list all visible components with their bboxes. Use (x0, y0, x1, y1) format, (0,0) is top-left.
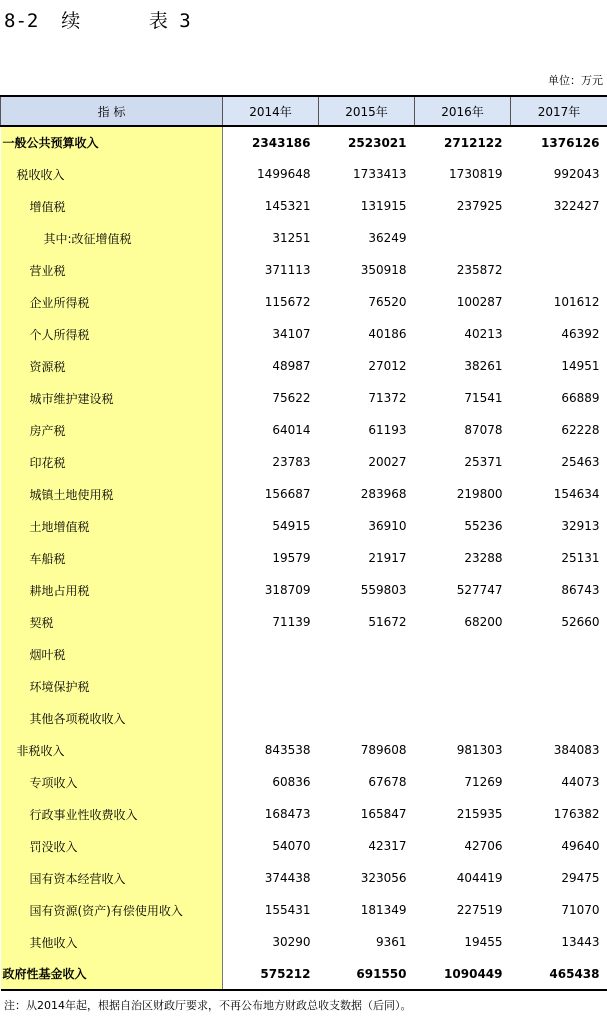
table-row (1, 126, 607, 158)
header-year: 2014年 (223, 96, 319, 126)
cell-value: 61193 (368, 423, 407, 437)
cell-value: 789608 (360, 743, 407, 757)
cell-value: 9361 (375, 935, 407, 949)
cell-value: 68200 (464, 615, 503, 629)
cell-value (415, 222, 511, 254)
cell-value: 42317 (368, 839, 407, 853)
cell-value: 48987 (272, 359, 311, 373)
header-indicator: 指 标 (1, 96, 223, 126)
cell-value: 32913 (561, 519, 600, 533)
cell-value: 21917 (368, 551, 407, 565)
row-label: 资源税 (1, 350, 223, 382)
cell-value: 350918 (360, 263, 407, 277)
cell-value: 100287 (456, 295, 503, 309)
cell-value: 101612 (553, 295, 600, 309)
cell-value: 283968 (360, 487, 407, 501)
cell-value (223, 702, 319, 734)
cell-value: 71139 (272, 615, 311, 629)
table-row (1, 414, 607, 446)
cell-value: 40213 (464, 327, 503, 341)
cell-value: 2343186 (252, 135, 311, 150)
row-label: 一般公共预算收入 (1, 126, 223, 158)
cell-value: 235872 (456, 263, 503, 277)
cell-value: 115672 (264, 295, 311, 309)
table-row (1, 286, 607, 318)
row-label: 政府性基金收入 (1, 958, 223, 990)
cell-value: 36249 (368, 231, 407, 245)
table-row (1, 766, 607, 798)
cell-value: 54070 (272, 839, 311, 853)
table-row (1, 638, 607, 670)
row-label: 城市维护建设税 (1, 382, 223, 414)
cell-value (511, 638, 607, 670)
header-year: 2015年 (319, 96, 415, 126)
cell-value (511, 702, 607, 734)
row-label: 企业所得税 (1, 286, 223, 318)
cell-value: 559803 (360, 583, 407, 597)
table-row (1, 158, 607, 190)
table-row (1, 350, 607, 382)
cell-value (415, 670, 511, 702)
table-body (1, 126, 607, 990)
cell-value: 20027 (368, 455, 407, 469)
cell-value: 154634 (553, 487, 600, 501)
cell-value: 40186 (368, 327, 407, 341)
cell-value: 992043 (553, 167, 600, 181)
row-label: 土地增值税 (1, 510, 223, 542)
cell-value: 51672 (368, 615, 407, 629)
cell-value: 30290 (272, 935, 311, 949)
cell-value: 75622 (272, 391, 311, 405)
table-header (1, 96, 607, 126)
cell-value: 227519 (456, 903, 503, 917)
table-row (1, 446, 607, 478)
table-row (1, 862, 607, 894)
cell-value: 318709 (264, 583, 311, 597)
row-label: 耕地占用税 (1, 574, 223, 606)
cell-value: 27012 (368, 359, 407, 373)
cell-value: 371113 (264, 263, 311, 277)
cell-value: 19579 (272, 551, 311, 565)
table-row (1, 830, 607, 862)
table-row (1, 478, 607, 510)
table-row (1, 382, 607, 414)
cell-value: 60836 (272, 775, 311, 789)
cell-value: 13443 (561, 935, 600, 949)
row-label: 国有资源(资产)有偿使用收入 (1, 894, 223, 926)
row-label: 行政事业性收费收入 (1, 798, 223, 830)
table-row (1, 958, 607, 990)
row-label: 国有资本经营收入 (1, 862, 223, 894)
footnote: 注：从2014年起，根据自治区财政厅要求，不再公布地方财政总收支数据（后同）。 (4, 999, 412, 1012)
cell-value: 55236 (464, 519, 503, 533)
table-row (1, 542, 607, 574)
row-label: 城镇土地使用税 (1, 478, 223, 510)
cell-value: 23288 (464, 551, 503, 565)
row-label: 烟叶税 (1, 638, 223, 670)
cell-value: 384083 (553, 743, 600, 757)
cell-value: 71269 (464, 775, 503, 789)
cell-value: 14951 (561, 359, 600, 373)
row-label: 个人所得税 (1, 318, 223, 350)
table-row (1, 574, 607, 606)
cell-value: 2523021 (348, 135, 407, 150)
cell-value: 981303 (456, 743, 503, 757)
cell-value: 86743 (561, 583, 600, 597)
cell-value: 323056 (360, 871, 407, 885)
cell-value: 219800 (456, 487, 503, 501)
row-label: 其他各项税收收入 (1, 702, 223, 734)
cell-value: 237925 (456, 199, 503, 213)
cell-value: 25463 (561, 455, 600, 469)
cell-value (319, 638, 415, 670)
cell-value: 215935 (456, 807, 503, 821)
cell-value: 155431 (264, 903, 311, 917)
row-label: 税收收入 (1, 158, 223, 190)
cell-value: 29475 (561, 871, 600, 885)
cell-value: 374438 (264, 871, 311, 885)
cell-value: 38261 (464, 359, 503, 373)
cell-value: 322427 (553, 199, 600, 213)
cell-value: 44073 (561, 775, 600, 789)
cell-value: 67678 (368, 775, 407, 789)
cell-value: 23783 (272, 455, 311, 469)
row-label: 罚没收入 (1, 830, 223, 862)
cell-value: 36910 (368, 519, 407, 533)
cell-value: 156687 (264, 487, 311, 501)
header-year: 2016年 (415, 96, 511, 126)
header-year: 2017年 (511, 96, 607, 126)
cell-value: 87078 (464, 423, 503, 437)
cell-value: 42706 (464, 839, 503, 853)
cell-value: 62228 (561, 423, 600, 437)
cell-value: 176382 (553, 807, 600, 821)
table-row (1, 894, 607, 926)
table-row (1, 190, 607, 222)
cell-value: 25131 (561, 551, 600, 565)
table-row (1, 798, 607, 830)
cell-value: 52660 (561, 615, 600, 629)
cell-value: 465438 (511, 958, 607, 990)
row-label: 其中:改征增值税 (1, 222, 223, 254)
cell-value (511, 670, 607, 702)
row-label: 营业税 (1, 254, 223, 286)
cell-value: 25371 (464, 455, 503, 469)
cell-value: 145321 (264, 199, 311, 213)
row-label: 非税收入 (1, 734, 223, 766)
cell-value (319, 670, 415, 702)
row-label: 房产税 (1, 414, 223, 446)
table-row (1, 318, 607, 350)
cell-value: 1499648 (257, 167, 311, 181)
revenue-table (0, 95, 607, 991)
cell-value: 1733413 (353, 167, 407, 181)
row-label: 增值税 (1, 190, 223, 222)
cell-value: 19455 (464, 935, 503, 949)
cell-value (511, 254, 607, 286)
cell-value: 131915 (360, 199, 407, 213)
cell-value (319, 702, 415, 734)
table-row (1, 510, 607, 542)
cell-value (223, 670, 319, 702)
cell-value: 46392 (561, 327, 600, 341)
row-label: 印花税 (1, 446, 223, 478)
table-row (1, 702, 607, 734)
cell-value: 66889 (561, 391, 600, 405)
cell-value (415, 702, 511, 734)
table-row (1, 670, 607, 702)
cell-value: 691550 (319, 958, 415, 990)
row-label: 环境保护税 (1, 670, 223, 702)
cell-value: 168473 (264, 807, 311, 821)
cell-value: 575212 (223, 958, 319, 990)
cell-value: 31251 (272, 231, 311, 245)
cell-value: 1376126 (541, 135, 600, 150)
cell-value: 2712122 (444, 135, 503, 150)
table-row (1, 734, 607, 766)
cell-value: 64014 (272, 423, 311, 437)
cell-value: 49640 (561, 839, 600, 853)
row-label: 专项收入 (1, 766, 223, 798)
row-label: 车船税 (1, 542, 223, 574)
cell-value: 1730819 (449, 167, 503, 181)
cell-value: 76520 (368, 295, 407, 309)
cell-value: 71070 (561, 903, 600, 917)
table-row (1, 606, 607, 638)
cell-value: 1090449 (415, 958, 511, 990)
row-label: 契税 (1, 606, 223, 638)
table-row (1, 222, 607, 254)
cell-value: 71372 (368, 391, 407, 405)
cell-value: 34107 (272, 327, 311, 341)
table-title: 8-2 续 表 3 (4, 10, 191, 32)
cell-value: 527747 (456, 583, 503, 597)
cell-value (223, 638, 319, 670)
table-row (1, 254, 607, 286)
table-row (1, 926, 607, 958)
unit-label: 单位：万元 (548, 74, 603, 87)
cell-value: 71541 (464, 391, 503, 405)
cell-value: 843538 (264, 743, 311, 757)
cell-value: 181349 (360, 903, 407, 917)
cell-value: 54915 (272, 519, 311, 533)
cell-value: 404419 (456, 871, 503, 885)
cell-value (415, 638, 511, 670)
cell-value (511, 222, 607, 254)
cell-value: 165847 (360, 807, 407, 821)
row-label: 其他收入 (1, 926, 223, 958)
